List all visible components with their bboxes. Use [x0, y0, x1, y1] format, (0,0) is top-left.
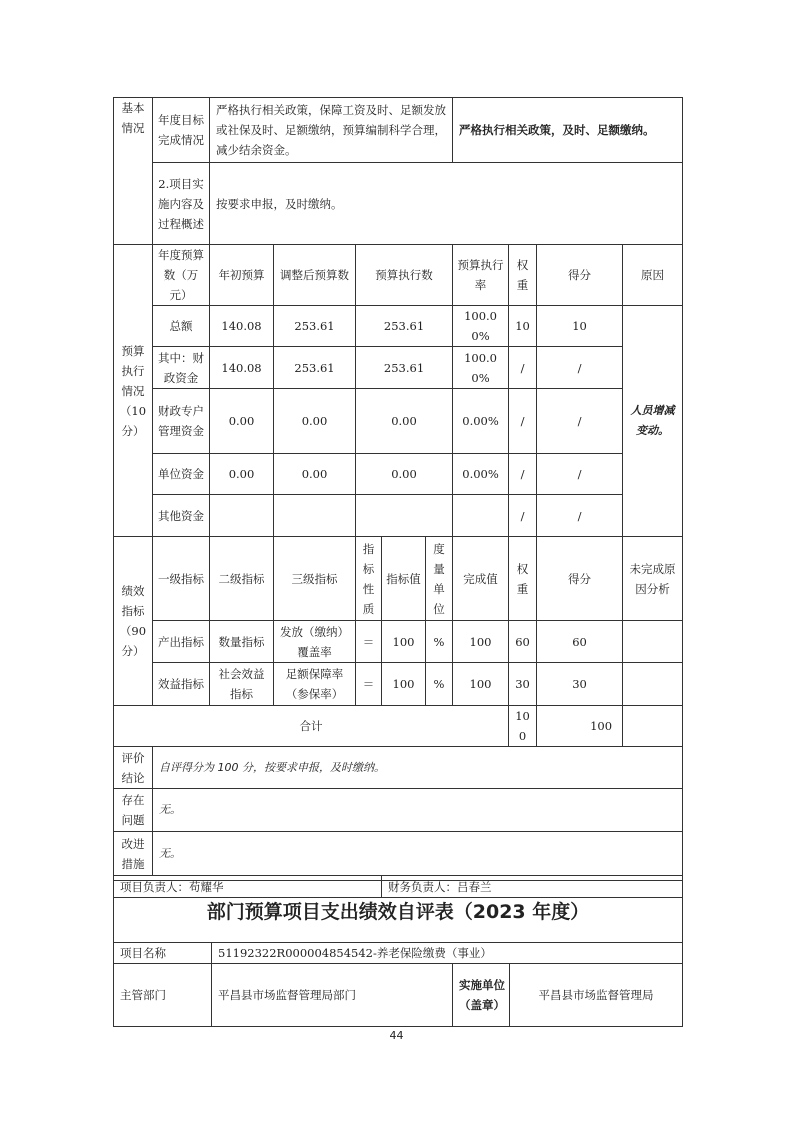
conclusion-text: 自评得分为 100 分，按要求申报，及时缴纳。 — [153, 747, 683, 789]
cell: / — [537, 495, 623, 537]
measures-label: 改进措施 — [114, 832, 153, 876]
budget-header: 原因 — [623, 245, 683, 306]
impl-label: 2.项目实施内容及过程概述 — [153, 163, 210, 245]
cell — [210, 495, 274, 537]
cell — [623, 706, 683, 747]
measures-text: 无。 — [153, 832, 683, 876]
cell: 60 — [537, 621, 623, 663]
total-row — [114, 706, 683, 747]
cell: 发放（缴纳）覆盖率 — [274, 621, 356, 663]
issues-text: 无。 — [153, 789, 683, 832]
goal-actual: 严格执行相关政策，及时、足额缴纳。 — [453, 98, 683, 163]
budget-row — [114, 495, 683, 537]
cell: 10 — [537, 306, 623, 347]
cell — [274, 495, 356, 537]
cell: 单位资金 — [153, 454, 210, 495]
cell: 60 — [509, 621, 537, 663]
dept-label: 主管部门 — [114, 964, 212, 1027]
cell: % — [426, 663, 453, 706]
total-score: 100 — [537, 706, 623, 747]
cell: % — [426, 621, 453, 663]
cell: 财政专户管理资金 — [153, 389, 210, 454]
cell: / — [509, 495, 537, 537]
budget-header: 年度预算数（万元） — [153, 245, 210, 306]
budget-row — [114, 347, 683, 389]
budget-header: 年初预算 — [210, 245, 274, 306]
dept-value: 平昌县市场监督管理局部门 — [212, 964, 453, 1027]
cell: 253.61 — [274, 306, 356, 347]
cell: 0.00% — [453, 389, 509, 454]
budget-reason: 人员增减变动。 — [623, 306, 683, 537]
cell — [623, 663, 683, 706]
unit-value: 平昌县市场监督管理局 — [510, 964, 683, 1027]
budget-row — [114, 306, 683, 347]
cell: / — [509, 389, 537, 454]
cell: 30 — [509, 663, 537, 706]
perf-header: 完成值 — [453, 537, 509, 621]
cell: / — [537, 389, 623, 454]
cell: 0.00% — [453, 454, 509, 495]
budget-label: 预算执行情况（10分） — [114, 245, 153, 537]
perf-header: 指标性质 — [356, 537, 382, 621]
cell: 100.00% — [453, 347, 509, 389]
cell: 总额 — [153, 306, 210, 347]
cell: 效益指标 — [153, 663, 210, 706]
finance-lead: 财务负责人：吕春兰 — [382, 876, 683, 898]
perf-header: 指标值 — [382, 537, 426, 621]
budget-header: 得分 — [537, 245, 623, 306]
project-name-label: 项目名称 — [114, 943, 212, 964]
form2-table — [113, 880, 683, 1027]
cell: 社会效益指标 — [210, 663, 274, 706]
cell: ＝ — [356, 621, 382, 663]
budget-header: 调整后预算数 — [274, 245, 356, 306]
cell — [453, 495, 509, 537]
cell: / — [537, 454, 623, 495]
perf-label: 绩效指标（90分） — [114, 537, 153, 706]
budget-header: 权重 — [509, 245, 537, 306]
cell: / — [537, 347, 623, 389]
perf-row — [114, 621, 683, 663]
budget-row — [114, 389, 683, 454]
budget-header: 预算执行数 — [356, 245, 453, 306]
cell: 253.61 — [356, 306, 453, 347]
cell: 10 — [509, 306, 537, 347]
cell: 100 — [382, 663, 426, 706]
cell: 30 — [537, 663, 623, 706]
perf-header: 权重 — [509, 537, 537, 621]
issues-label: 存在问题 — [114, 789, 153, 832]
cell — [356, 495, 453, 537]
performance-table — [113, 97, 683, 898]
cell: 0.00 — [274, 454, 356, 495]
cell: 140.08 — [210, 306, 274, 347]
impl-text: 按要求申报，及时缴纳。 — [210, 163, 683, 245]
cell: ＝ — [356, 663, 382, 706]
cell: 其他资金 — [153, 495, 210, 537]
project-lead: 项目负责人：苟耀华 — [114, 876, 382, 898]
perf-header: 得分 — [537, 537, 623, 621]
cell: 100.00% — [453, 306, 509, 347]
budget-row — [114, 454, 683, 495]
perf-header: 未完成原因分析 — [623, 537, 683, 621]
page-number: 44 — [389, 1029, 404, 1042]
total-weight: 100 — [509, 706, 537, 747]
cell: 253.61 — [356, 347, 453, 389]
form2-title: 部门预算项目支出绩效自评表（2023 年度） — [114, 881, 683, 943]
perf-header: 三级指标 — [274, 537, 356, 621]
basic-label: 基本情况 — [114, 98, 153, 245]
cell: 140.08 — [210, 347, 274, 389]
project-name-value: 51192322R000004854542-养老保险缴费（事业） — [212, 943, 683, 964]
cell: 0.00 — [356, 454, 453, 495]
cell: / — [509, 347, 537, 389]
cell: 253.61 — [274, 347, 356, 389]
cell: 0.00 — [274, 389, 356, 454]
goal-label: 年度目标完成情况 — [153, 98, 210, 163]
cell: 其中：财政资金 — [153, 347, 210, 389]
perf-header: 度量单位 — [426, 537, 453, 621]
conclusion-label: 评价结论 — [114, 747, 153, 789]
goal-plan: 严格执行相关政策，保障工资及时、足额发放或社保及时、足额缴纳，预算编制科学合理，减少结余资金。 — [210, 98, 453, 163]
cell — [623, 621, 683, 663]
perf-header: 一级指标 — [153, 537, 210, 621]
cell: 数量指标 — [210, 621, 274, 663]
cell: 100 — [453, 621, 509, 663]
cell: 0.00 — [356, 389, 453, 454]
unit-label: 实施单位（盖章） — [453, 964, 510, 1027]
total-label: 合计 — [114, 706, 509, 747]
perf-header: 二级指标 — [210, 537, 274, 621]
budget-header: 预算执行率 — [453, 245, 509, 306]
cell: 0.00 — [210, 389, 274, 454]
cell: 足额保障率（参保率） — [274, 663, 356, 706]
cell: 100 — [453, 663, 509, 706]
cell: 0.00 — [210, 454, 274, 495]
cell: 100 — [382, 621, 426, 663]
perf-row — [114, 663, 683, 706]
cell: 产出指标 — [153, 621, 210, 663]
cell: / — [509, 454, 537, 495]
